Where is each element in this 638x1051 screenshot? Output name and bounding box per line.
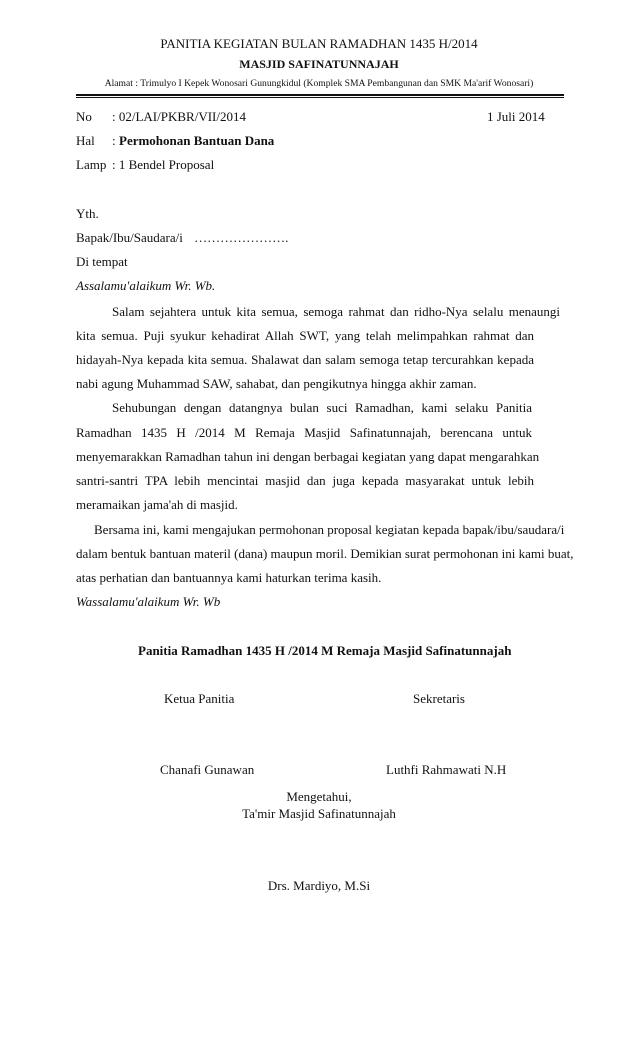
paragraph-3-line-3: atas perhatian dan bantuannya kami haturkan terima kasih. [76, 570, 382, 585]
secretary-title: Sekretaris [413, 691, 465, 706]
subject-colon: : [112, 133, 116, 148]
subject-label: Hal [76, 133, 95, 148]
paragraph-3-line-2: dalam bentuk bantuan materil (dana) maupun moril. Demikian surat permohonan ini kami buat, [76, 546, 574, 561]
recipient-name [76, 230, 288, 246]
recipient-dots: …………………. [194, 230, 289, 245]
committee-name: Panitia Ramadhan 1435 H /2014 M Remaja Masjid Safinatunnajah [138, 643, 512, 658]
closing-greeting: Wassalamu'alaikum Wr. Wb [76, 594, 221, 609]
letter-date: 1 Juli 2014 [487, 109, 545, 124]
letterhead-title: PANITIA KEGIATAN BULAN RAMADHAN 1435 H/2014 [160, 36, 478, 51]
acknowledged-label: Mengetahui, [286, 789, 352, 804]
paragraph-2-line-5: meramaikan jama'ah di masjid. [76, 497, 238, 512]
paragraph-3-line-1: Bersama ini, kami mengajukan permohonan proposal kegiatan kepada bapak/ibu/saudara/i [94, 522, 565, 537]
paragraph-2-line-1: Sehubungan dengan datangnya bulan suci Ramadhan, kami selaku Panitia [112, 400, 532, 415]
takmir-name: Drs. Mardiyo, M.Si [267, 878, 371, 893]
subject-value: Permohonan Bantuan Dana [119, 133, 275, 148]
letterhead-divider-thick [76, 94, 564, 96]
recipient-yth: Yth. [76, 206, 99, 221]
number-label: No [76, 109, 92, 124]
paragraph-2-line-4: santri-santri TPA lebih mencintai masjid dan juga kepada masyarakat untuk lebih [76, 473, 534, 488]
paragraph-1-line-1: Salam sejahtera untuk kita semua, semoga rahmat dan ridho-Nya selalu menaungi [112, 304, 560, 319]
paragraph-1-line-3: hidayah-Nya kepada kita semua. Shalawat dan salam semoga tetap tercurahkan kepada [76, 352, 534, 367]
chair-title: Ketua Panitia [164, 691, 235, 706]
paragraph-1-line-4: nabi agung Muhammad SAW, sahabat, dan pengikutnya hingga akhir zaman. [76, 376, 477, 391]
secretary-name: Luthfi Rahmawati N.H [386, 762, 507, 777]
chair-name: Chanafi Gunawan [160, 762, 255, 777]
paragraph-2-line-2: Ramadhan 1435 H /2014 M Remaja Masjid Safinatunnajah, berencana untuk [76, 425, 532, 440]
paragraph-1-line-2: kita semua. Puji syukur kehadirat Allah SWT, yang telah melimpahkan rahmat dan [76, 328, 534, 343]
number-value: : 02/LAI/PKBR/VII/2014 [112, 109, 246, 124]
letterhead-masjid-name: MASJID SAFINATUNNAJAH [239, 57, 399, 71]
recipient-salutation: Bapak/Ibu/Saudara/i [76, 230, 183, 245]
recipient-place: Di tempat [76, 254, 128, 269]
attachment-label: Lamp [76, 157, 107, 172]
attachment-value: : 1 Bendel Proposal [112, 157, 215, 172]
takmir-title: Ta'mir Masjid Safinatunnajah [242, 806, 396, 821]
letterhead-divider-thin [76, 97, 564, 98]
paragraph-2-line-3: menyemarakkan Ramadhan tahun ini dengan berbagai kegiatan yang dapat mengarahkan [76, 449, 540, 464]
opening-greeting: Assalamu'alaikum Wr. Wb. [76, 278, 216, 293]
letterhead-address: Alamat : Trimulyo I Kepek Wonosari Gunungkidul (Komplek SMA Pembangunan dan SMK Ma'arif Wonosari) [104, 78, 534, 89]
